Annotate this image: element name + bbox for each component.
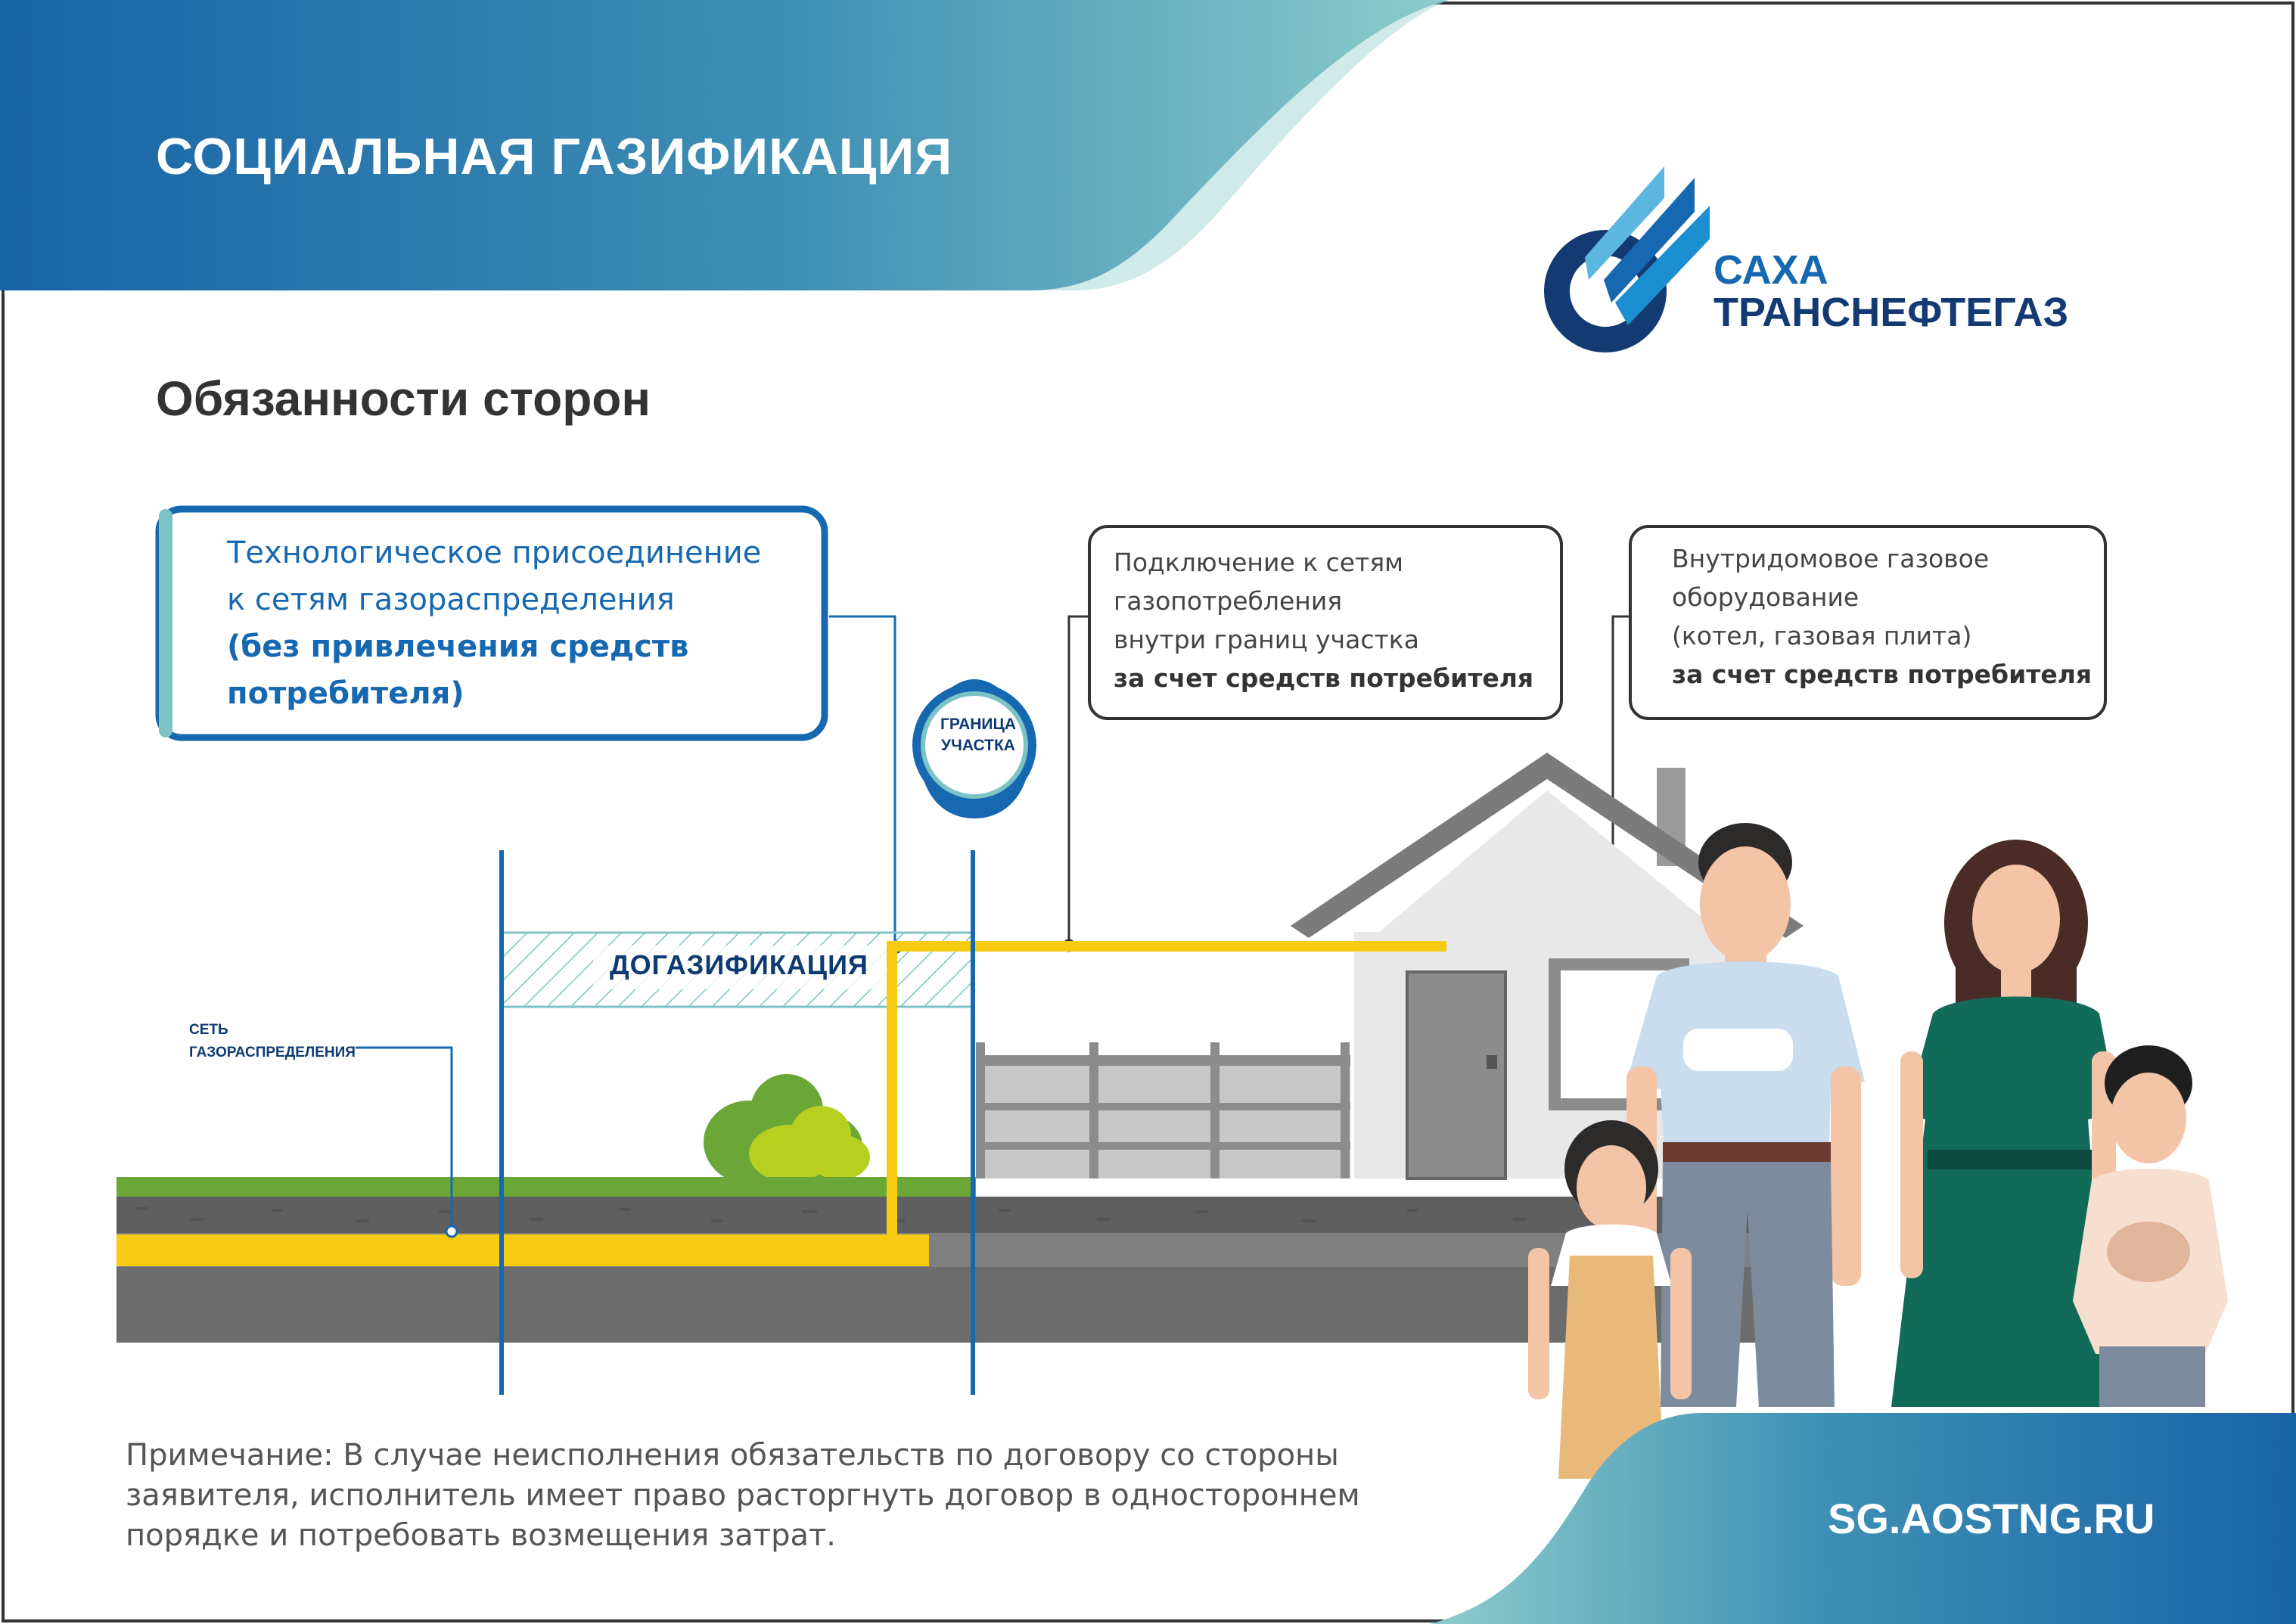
callout-indoor-equipment — [1672, 539, 2096, 694]
callout-text: внутри границ участка — [1114, 625, 1419, 654]
network-label-line: ГАЗОРАСПРЕДЕЛЕНИЯ — [189, 1045, 356, 1060]
callout-text: Подключение к сетям — [1114, 548, 1404, 577]
footnote-line: Примечание: В случае неисполнения обязательств по договору со стороны — [126, 1438, 1339, 1473]
callout-text: газопотребления — [1114, 586, 1343, 616]
callout-bold-text: за счет средств потребителя — [1672, 660, 2092, 689]
callout-text: (котел, газовая плита) — [1672, 621, 1972, 651]
callout-bold-text: (без привлечения средств — [227, 629, 689, 664]
callout-text: Внутридомовое газовое — [1672, 544, 1990, 573]
grass — [117, 1177, 976, 1198]
leader-tech — [829, 616, 895, 946]
network-label — [189, 1019, 356, 1064]
section-heading: Обязанности сторон — [156, 371, 651, 426]
callout-text: к сетям газораспределения — [227, 582, 675, 617]
fence — [976, 1042, 1350, 1178]
callout-site-connection — [1114, 543, 1567, 697]
callout-bold-text: потребителя) — [227, 676, 464, 711]
callout-text: оборудование — [1672, 582, 1859, 612]
footnote-line: порядке и потребовать возмещения затрат. — [126, 1518, 836, 1553]
footnote-line: заявителя, исполнитель имеет право расторгнуть договор в одностороннем — [126, 1478, 1360, 1513]
footnote — [126, 1436, 1412, 1556]
logo-text-line1: САХА — [1713, 247, 1828, 293]
callout-tech-connection — [227, 529, 802, 717]
leader-site — [1069, 616, 1089, 946]
boundary-line-left — [499, 850, 504, 1395]
pin-label-line: ГРАНИЦА — [940, 716, 1016, 733]
company-logo-icon — [1557, 166, 1710, 340]
boundary-line-right — [971, 850, 975, 1395]
gas-pipe-main — [117, 1234, 929, 1266]
logo-text-line2: ТРАНСНЕФТЕГАЗ — [1713, 290, 2069, 335]
bushes — [704, 1074, 870, 1184]
page-title: СОЦИАЛЬНАЯ ГАЗИФИКАЦИЯ — [156, 128, 953, 185]
road-top — [117, 1197, 1781, 1234]
boundary-pin-label — [921, 714, 1035, 756]
gas-pipe-riser — [887, 941, 897, 1244]
network-label-line: СЕТЬ — [189, 1022, 228, 1038]
callout-text: Технологическое присоединение — [227, 536, 762, 570]
pin-label-line: УЧАСТКА — [941, 737, 1015, 754]
dogasification-label: ДОГАЗИФИКАЦИЯ — [610, 949, 868, 980]
website-link[interactable]: SG.AOSTNG.RU — [1828, 1495, 2155, 1542]
callout-bold-text: за счет средств потребителя — [1114, 663, 1534, 693]
